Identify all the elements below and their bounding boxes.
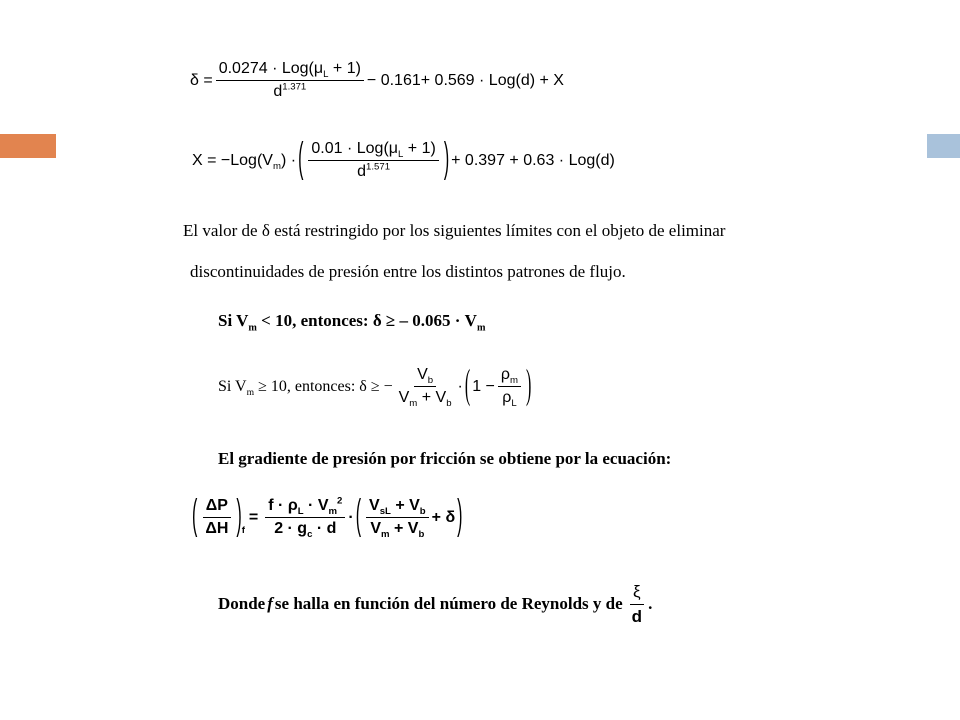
cond2-open-paren: ( <box>464 363 471 408</box>
equation-delta <box>190 60 564 102</box>
condition-1: Si $V_m < 10$, entonces: δ ≥ – $0.065 \cdot V_m$ <box>218 311 486 334</box>
eq3-main-fraction: $\frac{f \cdot \rho_L \cdot V_m^2}{2 \cdot g_c \cdot d}$ <box>265 497 345 539</box>
eq3-dp-dh: $\frac{\Delta P}{\Delta H}$ <box>202 497 231 539</box>
cond2-fraction: $\frac{V_b}{V_m + V_b}$ <box>398 366 452 410</box>
xi-over-d: $\frac{\xi}{d}$ <box>631 582 643 626</box>
eq2-numerator: $0.01 \cdot Log(\mu_L + 1)$ <box>308 140 438 161</box>
paragraph-line-1: El valor de δ está restringido por los siguientes límites con el objeto de eliminar <box>183 221 726 240</box>
cond2-close-paren: ) <box>526 363 532 408</box>
eq1-denominator: $d^{1.371}$ <box>273 82 307 101</box>
eq1-lhs: δ = <box>190 71 213 89</box>
eq1-rest: − 0.161+ 0.569 · Log(d) + X <box>366 71 564 89</box>
right-accent-bar <box>927 134 960 158</box>
eq2-open-paren: ( <box>298 137 304 182</box>
left-accent-bar <box>0 134 56 158</box>
equation-x <box>192 137 615 182</box>
condition-2: Si $V_m \ge 10$, entonces: δ ≥ − $\frac{V_b}{V_m + V_b}$ · ( 1 − $\frac{\rho_m}{\rho_L}$ ) <box>218 363 532 410</box>
eq2-close-paren: ) <box>443 137 450 182</box>
eq2-rest: + 0.397 + 0.63 · Log(d) <box>451 151 615 169</box>
eq2-fraction <box>308 140 438 182</box>
eq2-denominator: $d^{1.571}$ <box>357 162 391 181</box>
eq3-paren-fraction: $\frac{V_{sL} + V_b}{V_m + V_b}$ <box>366 497 429 539</box>
eq1-numerator: $0.0274 \cdot Log(\mu_L + 1)$ <box>216 60 364 81</box>
eq1-fraction <box>216 60 364 102</box>
eq2-lhs: $X = -Log(V_m)$ · <box>192 151 297 173</box>
equation-friction-gradient: ( $\frac{\Delta P}{\Delta H}$ ) f = $\frac{f \cdot \rho_L \cdot V_m^2}{2 \cdot g_c \cdot d}$ · ( $\frac{V_{sL} + V_b}{V_m + V_b}$ + δ ) <box>192 494 463 541</box>
donde-line: Donde f se halla en función del número de Reynolds y de $\frac{\xi}{d}$ . <box>218 582 653 626</box>
cond2-text: Si $V_m \ge 10$, entonces: δ ≥ − <box>218 377 393 399</box>
cond2-rho-fraction: $\frac{\rho_m}{\rho_L}$ <box>498 366 521 408</box>
paragraph-line-2: discontinuidades de presión entre los distintos patrones de flujo. <box>190 262 626 281</box>
gradient-heading: El gradiente de presión por fricción se obtiene por la ecuación: <box>218 449 672 468</box>
